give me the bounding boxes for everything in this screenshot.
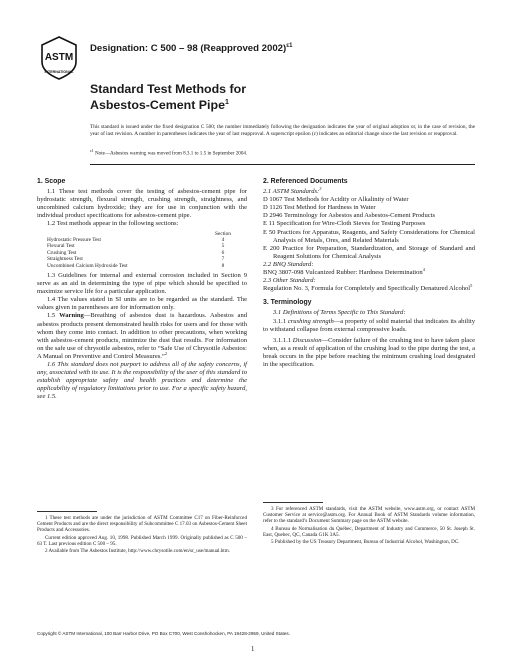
section-heading-scope: 1. Scope	[37, 178, 66, 185]
epsilon-note: $^{\varepsilon 1}$ Note—Asbestos warning was moved from 8.3.1 to 1.5 in September 2004.	[90, 148, 248, 157]
reference-item: D 1126 Test Method for Hardness in Water	[263, 204, 376, 212]
paragraph-1-5: 1.5 Warning—Breathing of asbestos dust is hazardous. Asbestos and asbestos products present demonstrated health risks for users and for those with whom they come into contact. In addition to other precautions, when working with asbestos-cement products, minimize the dust that results. For information on the safe use of chrysotile asbestos, refer to “Safe Use of Chrysotile Asbestos: A Manual on Preventive and Control Measures.”$^2$	[37, 312, 247, 360]
table-row: Crushing Test 6	[47, 249, 225, 256]
svg-text:ASTM: ASTM	[44, 52, 74, 63]
footnote: Current edition approved Aug. 10, 1998. Published March 1999. Originally published as C 500 – 63 T. Last previous edition C 500 – 95.	[37, 534, 247, 547]
reference-item: E 200 Practice for Preparation, Standardization, and Storage of Standard and Reagent Solutions for Chemical Analysis	[263, 244, 475, 260]
left-column	[37, 178, 247, 402]
paragraph-3-1-1-1: 3.1.1.1 Discussion—Consider failure of the crushing test to have taken place when, as a result of application of the crushing load to the pipe during the test, a break occurs in the pipe before reaching the minimum crushing load designated in the specification.	[263, 336, 476, 368]
footnote: 4 Bureau de Normalisation du Québec, Department of Industry and Commerce, 50 St. Joseph St. East, Quebec, QC, Canada G1K 3A5.	[263, 525, 475, 538]
other-standard-label: 2.3 Other Standard:	[263, 277, 316, 285]
reference-item: E 50 Practices for Apparatus, Reagents, and Safety Considerations for Chemical Analysis of Metals, Ores, and Related Materials	[263, 228, 475, 244]
reference-item: D 2946 Terminology for Asbestos and Asbestos-Cement Products	[263, 212, 435, 220]
right-column	[263, 178, 475, 369]
paragraph-1-4: 1.4 The values stated in SI units are to be regarded as the standard. The values given in parentheses are for information only.	[37, 296, 247, 312]
reference-item: BNQ 3807-098 Vulcanized Rubber: Hardness Determination$^4$	[263, 266, 425, 277]
footnote: 1 These test methods are under the jurisdiction of ASTM Committee C17 on Fiber-Reinforced Cement Products and are the direct responsibility of Subcommittee C 17.03 on Asbestos-Cement Sheet Products and Accessories.	[37, 515, 247, 534]
footnotes-right	[263, 506, 475, 547]
paragraph-3-1: 3.1 Definitions of Terms Specific to This Standard:	[273, 309, 406, 317]
paragraph-3-1-1: 3.1.1 crushing strength—a property of solid material that indicates its ability to withstand collapse from external compressive loads.	[263, 317, 475, 333]
reference-item: Regulation No. 3, Formula for Completely and Specifically Denatured Alcohol$^5$	[263, 283, 473, 293]
epsilon-mark: ε1	[286, 43, 293, 49]
footnote: 3 For referenced ASTM standards, visit the ASTM website, www.astm.org, or contact ASTM Customer Service at service@astm.org. For Annual Book of ASTM Standards volume information, refer to the standard’s Document Summary page on the ASTM website.	[263, 506, 475, 525]
section-table	[47, 231, 237, 269]
title-line-2: Asbestos-Cement Pipe$^1$	[90, 98, 229, 113]
paragraph-1-6: 1.6 This standard does not purport to address all of the safety concerns, if any, associated with its use. It is the responsibility of the user of this standard to establish appropriate safety and health practices and determine the applicability of regulatory limitations prior to use. For a specific safety hazard, see 1.5.	[37, 361, 247, 401]
footnotes-left	[37, 515, 247, 556]
bnq-standard-label: 2.2 BNQ Standard:	[263, 260, 314, 268]
footnote-rule-right	[263, 502, 323, 503]
footnote-rule-left	[37, 511, 97, 512]
table-row: Straightness Test 7	[47, 256, 225, 263]
paragraph-1-3: 1.3 Guidelines for internal and external corrosion included in Section 9 serve as an aid in determining the type of pipe which should be specified to maximize service life for a particular application.	[37, 272, 247, 296]
table-row: Hydrostatic Pressure Test 4	[47, 236, 225, 243]
reference-item: E 11 Specification for Wire-Cloth Sieves for Testing Purposes	[263, 220, 426, 228]
paragraph-1-1: 1.1 These test methods cover the testing of asbestos-cement pipe for hydrostatic strength, flexural strength, crushing strength, straightness, and uncombined calcium hydroxide; they are for use in conjunction with the individual product specifications for asbestos-cement pipe.	[37, 188, 247, 220]
copyright-line: Copyright © ASTM International, 100 Barr Harbor Drive, PO Box C700, West Conshohocken, PA 19428-2959, United States.	[37, 631, 290, 636]
section-heading-references: 2. Referenced Documents	[263, 178, 348, 185]
footnote: 2 Available from The Asbestos Institute, http://www.chrysotile.com/en/sr_use/manual.htm.	[45, 548, 230, 555]
table-header: Section	[215, 230, 231, 237]
standard-issuance-note: This standard is issued under the fixed designation C 500; the number immediately following the designation indicates the year of original adoption or, in the case of revision, the year of last revision. A number in parentheses indicates the year of last reapproval. A superscript epsilon (ε) indicates an editorial change since the last revision or reapproval.	[90, 124, 475, 137]
document-title	[90, 82, 246, 112]
table-row: Uncombined Calcium Hydroxide Test 8	[47, 262, 225, 269]
svg-text:INTERNATIONAL: INTERNATIONAL	[44, 70, 74, 74]
astm-standards-label: 2.1 ASTM Standards:$^3$	[263, 185, 322, 196]
astm-international-logo	[40, 36, 78, 80]
section-heading-terminology: 3. Terminology	[263, 299, 312, 307]
table-row: Flexural Test 5	[47, 243, 225, 250]
header-rule	[90, 164, 475, 165]
footnote: 5 Published by the US Treasury Department, Bureau of Industrial Alcohol, Washington, DC.	[271, 539, 460, 546]
title-line-1: Standard Test Methods for	[90, 82, 247, 96]
designation-text: Designation: C 500 – 98 (Reapproved 2002)	[90, 43, 287, 55]
designation	[90, 43, 292, 54]
page-number: 1	[251, 646, 255, 653]
reference-item: D 1067 Test Methods for Acidity or Alkalinity of Water	[263, 196, 409, 204]
paragraph-1-2: 1.2 Test methods appear in the following sections:	[47, 220, 179, 228]
